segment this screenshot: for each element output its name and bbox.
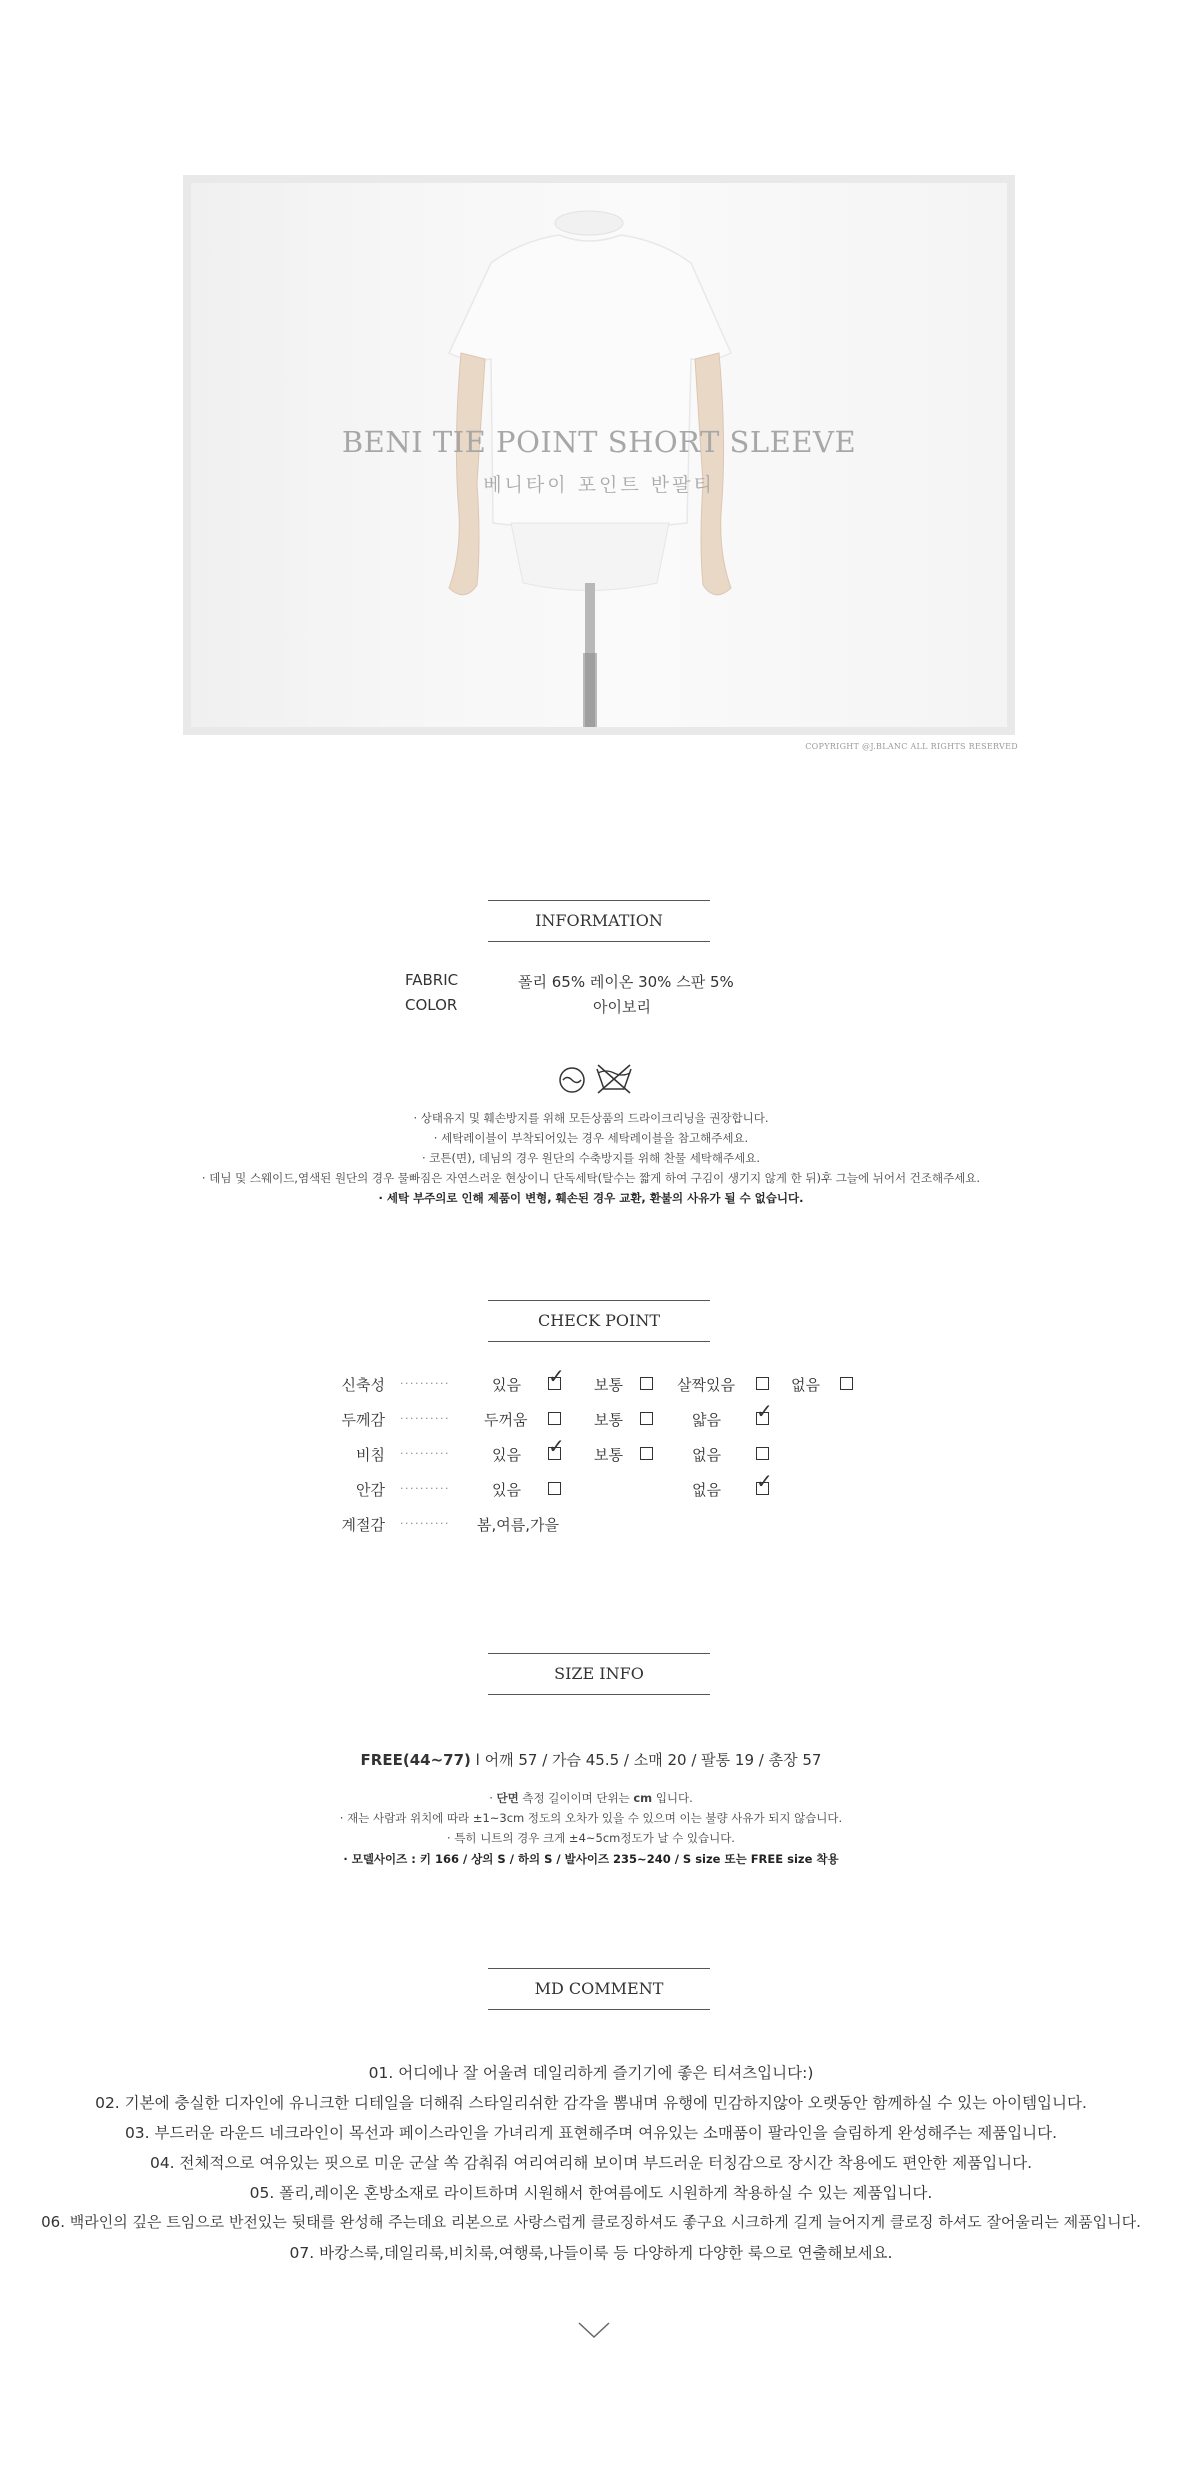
section-heading-size-info: SIZE INFO — [488, 1653, 710, 1695]
size-detail: 어깨 57 / 가슴 45.5 / 소매 20 / 팔통 19 / 총장 57 — [484, 1751, 822, 1769]
size-note-bold: 단면 — [496, 1791, 519, 1805]
size-note: · 단면 측정 길이이며 단위는 cm 입니다. — [489, 1791, 693, 1805]
product-subtitle: 베니타이 포인트 반팔티 — [483, 474, 715, 496]
color-value: 아이보리 — [593, 998, 651, 1016]
check-label-sheerness: 비침 — [356, 1446, 385, 1464]
chevron-down-icon[interactable] — [577, 2320, 611, 2340]
option-label: 있음 — [492, 1481, 521, 1499]
checkbox — [640, 1412, 653, 1425]
hero-background — [191, 183, 1007, 727]
checkbox — [756, 1377, 769, 1390]
size-summary — [0, 1749, 1182, 1770]
product-title: BENI TIE POINT SHORT SLEEVE — [341, 425, 857, 459]
option-label: 두꺼움 — [484, 1411, 528, 1429]
hand-wash-icon — [557, 1065, 587, 1095]
size-note-text: 입니다. — [655, 1791, 693, 1805]
fabric-label: FABRIC — [405, 971, 459, 989]
md-comment-line: 05. 폴리,레이온 혼방소재로 라이트하며 시원해서 한여름에도 시원하게 착용하실 수 있는 제품입니다. — [249, 2184, 933, 2202]
care-note: · 코튼(면), 데님의 경우 원단의 수축방지를 위해 찬물 세탁해주세요. — [421, 1151, 760, 1165]
care-note: · 세탁레이블이 부착되어있는 경우 세탁레이블을 참고해주세요. — [433, 1131, 749, 1145]
size-note-unit: cm — [633, 1791, 653, 1805]
option-label: 있음 — [492, 1376, 521, 1394]
color-label: COLOR — [405, 996, 458, 1014]
checkbox — [840, 1377, 853, 1390]
check-icon: ✓ — [548, 1364, 565, 1388]
md-comment-line: 07. 바캉스룩,데일리룩,비치룩,여행룩,나들이룩 등 다양하게 다양한 룩으로 연출해보세요. — [289, 2244, 893, 2262]
md-comment-line: 06. 백라인의 깊은 트임으로 반전있는 뒷태를 완성해 주는데요 리본으로 사랑스럽게 클로징하셔도 좋구요 시크하게 길게 늘어지게 클로징 하셔도 잘어울리는 제품입니다. — [41, 2213, 1141, 2231]
checkbox — [640, 1377, 653, 1390]
check-label-lining: 안감 — [356, 1481, 385, 1499]
size-note: · 재는 사람과 위치에 따라 ±1~3cm 정도의 오차가 있을 수 있으며 이는 불량 사유가 되지 않습니다. — [339, 1811, 843, 1825]
no-bleach-icon — [594, 1063, 634, 1095]
option-label: 보통 — [594, 1411, 623, 1429]
md-comment-line: 03. 부드러운 라운드 네크라인이 목선과 페이스라인을 가녀리게 표현해주며 여유있는 소매품이 팔라인을 슬림하게 완성해주는 제품입니다. — [124, 2124, 1058, 2142]
size-note: · 특히 니트의 경우 크게 ±4~5cm정도가 날 수 있습니다. — [447, 1831, 735, 1845]
md-comment-line: 02. 기본에 충실한 디자인에 유니크한 디테일을 더해줘 스타일리쉬한 감각을 뽐내며 유행에 민감하지않아 오랫동안 함께하실 수 있는 아이템입니다. — [95, 2094, 1087, 2112]
dot-leader: ·········· — [400, 1412, 450, 1425]
section-heading-information: INFORMATION — [488, 900, 710, 942]
care-warning: · 세탁 부주의로 인해 제품이 변형, 훼손된 경우 교환, 환불의 사유가 될 수 없습니다. — [378, 1191, 804, 1205]
section-heading-check-point: CHECK POINT — [488, 1300, 710, 1342]
option-label: 보통 — [594, 1446, 623, 1464]
checkbox — [756, 1447, 769, 1460]
option-label: 있음 — [492, 1446, 521, 1464]
checkbox — [640, 1447, 653, 1460]
section-heading-md-comment: MD COMMENT — [488, 1968, 710, 2010]
dot-leader: ·········· — [400, 1482, 450, 1495]
check-icon: ✓ — [756, 1469, 773, 1493]
check-icon: ✓ — [548, 1434, 565, 1458]
size-name: FREE(44~77) — [360, 1751, 471, 1769]
check-label-thickness: 두께감 — [341, 1411, 385, 1429]
dot-leader: ·········· — [400, 1447, 450, 1460]
md-comment-line: 04. 전체적으로 여유있는 핏으로 미운 군살 쏙 감춰줘 여리여리해 보이며 부드러운 터칭감으로 장시간 착용에도 편안한 제품입니다. — [149, 2154, 1033, 2172]
copyright-text: COPYRIGHT @J.BLANC ALL RIGHTS RESERVED — [805, 742, 1018, 751]
option-label: 없음 — [692, 1446, 721, 1464]
dot-leader: ·········· — [400, 1517, 450, 1530]
checkbox — [548, 1482, 561, 1495]
season-value: 봄,여름,가을 — [477, 1516, 559, 1534]
fabric-value: 폴리 65% 레이온 30% 스판 5% — [518, 973, 734, 991]
product-hero-image — [183, 175, 1015, 735]
option-label: 없음 — [791, 1376, 820, 1394]
check-icon: ✓ — [756, 1399, 773, 1423]
md-comment-line: 01. 어디에나 잘 어울려 데일리하게 즐기기에 좋은 티셔츠입니다:) — [368, 2064, 814, 2082]
option-label: 얇음 — [692, 1411, 721, 1429]
option-label: 없음 — [692, 1481, 721, 1499]
option-label: 살짝있음 — [677, 1376, 735, 1394]
care-note: · 데님 및 스웨이드,염색된 원단의 경우 물빠짐은 자연스러운 현상이니 단독세탁(탈수는 짧게 하여 구김이 생기지 않게 한 뒤)후 그늘에 뉘어서 건조해주세요. — [201, 1171, 981, 1185]
dot-leader: ·········· — [400, 1377, 450, 1390]
option-label: 보통 — [594, 1376, 623, 1394]
checkbox — [548, 1412, 561, 1425]
model-size-note: · 모델사이즈 : 키 166 / 상의 S / 하의 S / 발사이즈 235~240 / S size 또는 FREE size 착용 — [343, 1852, 839, 1866]
check-label-elasticity: 신축성 — [341, 1376, 385, 1394]
check-label-season: 계절감 — [341, 1516, 385, 1534]
care-note: · 상태유지 및 훼손방지를 위해 모든상품의 드라이크리닝을 권장합니다. — [413, 1111, 769, 1125]
size-note-text: 측정 길이이며 단위는 — [522, 1791, 630, 1805]
size-separator: l — [475, 1751, 485, 1769]
